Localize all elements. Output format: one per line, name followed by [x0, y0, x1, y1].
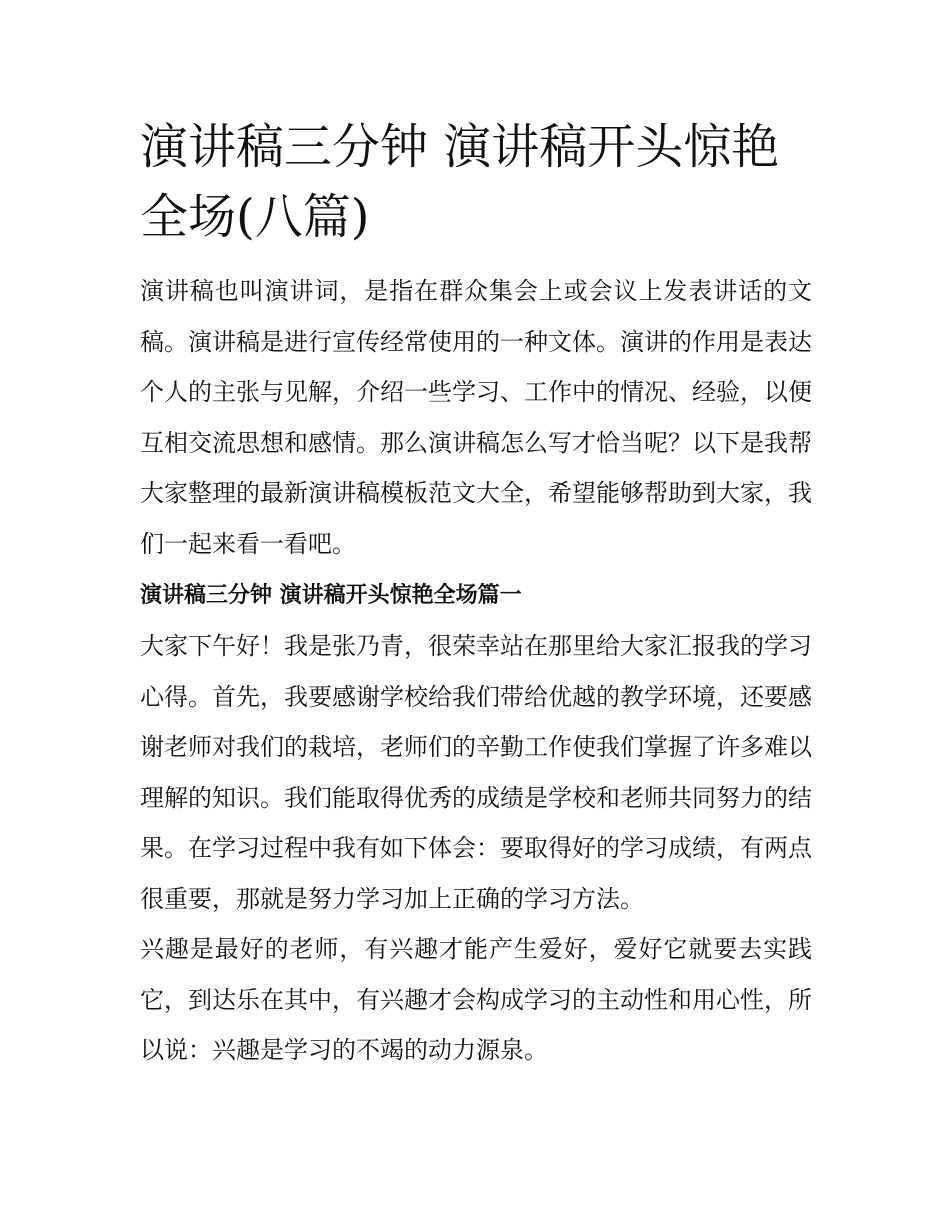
document-title: 演讲稿三分钟 演讲稿开头惊艳全场(八篇) — [140, 119, 780, 245]
body-paragraph: 大家下午好！我是张乃青，很荣幸站在那里给大家汇报我的学习心得。首先，我要感谢学校给我们带给优越的教学环境，还要感谢老师对我们的栽培，老师们的辛勤工作使我们掌握了许多难以理解的知识。我们能取得优秀的成绩是学校和老师共同努力的结果。在学习过程中我有如下体会：要取得好的学习成绩，有两点很重要，那就是努力学习加上正确的学习方法。 — [140, 632, 812, 913]
intro-paragraph: 演讲稿也叫演讲词，是指在群众集会上或会议上发表讲话的文稿。演讲稿是进行宣传经常使用的一种文体。演讲的作用是表达个人的主张与见解，介绍一些学习、工作中的情况、经验，以便互相交流思想和感情。那么演讲稿怎么写才恰当呢？以下是我帮大家整理的最新演讲稿模板范文大全，希望能够帮助到大家，我们一起来看一看吧。 — [140, 277, 812, 558]
section-heading: 演讲稿三分钟 演讲稿开头惊艳全场篇一 — [140, 582, 522, 608]
document-body — [140, 112, 812, 1076]
body-paragraph: 兴趣是最好的老师，有兴趣才能产生爱好，爱好它就要去实践它，到达乐在其中，有兴趣才会构成学习的主动性和用心性，所以说：兴趣是学习的不竭的动力源泉。 — [140, 935, 812, 1064]
